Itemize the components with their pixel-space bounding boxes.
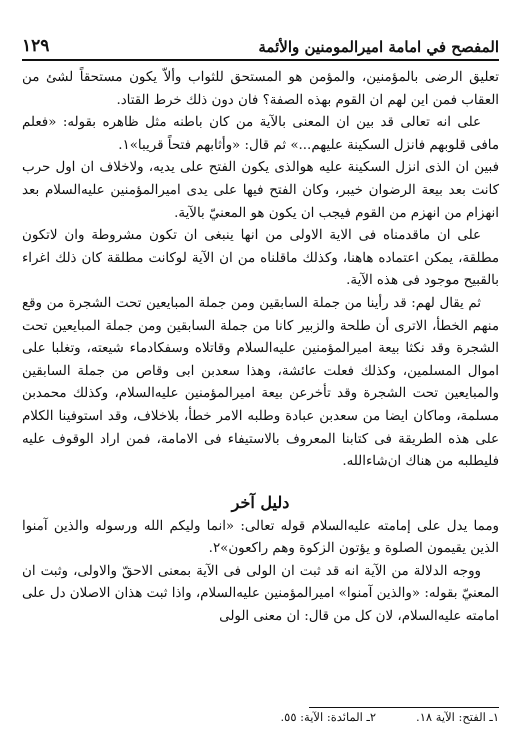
page-header bbox=[22, 30, 499, 56]
paragraph: فبين ان الذى انزل السكينة عليه هوالذى يكون الفتح على يديه، ولاخلاف ان اول حرب كانت بعد بيعة الرضوان خيبر، وكان الفتح فيها على يدى اميرالمؤمنين عليه‌السلام بعد انهزام من انهزم من القوم فيجب ان يكون هو المعنيّ بالآية. bbox=[22, 160, 499, 221]
paragraph: تعليق الرضى بالمؤمنين، والمؤمن هو المستحق للثواب وألاّ يكون مستحقاً لشئ من العقاب فمن اين لهم ان القوم بهذه الصفة؟ فان دون ذلك خرط القتاد. bbox=[22, 70, 499, 108]
running-title: المفصح في امامة اميرالمومنين والأئمة bbox=[258, 38, 499, 56]
footnotes bbox=[22, 710, 499, 724]
body-text bbox=[22, 67, 499, 629]
paragraph: ووجه الدلالة من الآية انه قد ثبت ان الولى فى الآية بمعنى الاحقّ والاولى، وثبت ان المعنيّ بقوله: «والذين آمنوا» اميرالمؤمنين عليه‌السلام، واذا ثبت هذان الاصلان دل على امامته عليه‌السلام، لان كل من قال: ان معنى الولى bbox=[22, 563, 499, 625]
paragraph: ثم يقال لهم: قد رأينا من جملة السابقين ومن جملة المبايعين تحت الشجرة من وقع منهم الخطأ، الاترى أن طلحة والزبير كانا من جملة السابقين ومن جملة المبايعين تحت الشجرة وقد نكثا بيعة اميرالمؤمنين عليه‌السلام وقاتلاه وسفكادماء شيعته، وتغلبا على اموال المسلمين، وكذلك فعلت عائشة، وهذا سعدبن ابى وقاص من جملة السابقين والمبايعين تحت الشجرة وقد تأخرعن بيعة اميرالمؤمنين عليه‌السلام، وكذلك محمدبن مسلمة، وماكان ايضا من سعدبن عبادة وطلبه الامر خطأ، بلاخلاف، وقد استوفينا الكلام على هذه الطريقة فى كتابنا المعروف بالاستيفاء فى الامامة، فمن اراد الوقوف عليه فليطلبه من هناك ان‌شاءالله. bbox=[22, 295, 499, 470]
paragraph: على انه تعالى قد بين ان المعنى بالآية من كان باطنه مثل ظاهره بقوله: «فعلم مافى قلوبهم فانزل السكينة عليهم...» ثم قال: «وأثابهم فتحاً قريبا»١. bbox=[22, 115, 499, 153]
footnote: ٢ـ المائدة: الآية: ٥٥. bbox=[280, 710, 377, 724]
footnote: ١ـ الفتح: الآية ١٨. bbox=[416, 710, 499, 724]
page-number: ١٢٩ bbox=[22, 36, 50, 56]
paragraph: ومما يدل على إمامته عليه‌السلام قوله تعالى: «انما وليكم الله ورسوله والذين آمنوا الذين يقيمون الصلوة و يؤتون الزكوة وهم راكعون»٢. bbox=[22, 518, 499, 557]
section-title: دليل آخر bbox=[231, 492, 290, 512]
header-rule bbox=[22, 59, 499, 61]
footnote-rule bbox=[309, 707, 499, 708]
paragraph: على ان ماقدمناه فى الاية الاولى من انها ينبغى ان تكون مشروطة وان لاتكون مطلقة، يمكن اعتماده هاهنا، وكذلك ماقلناه من ان الآية لوكانت مطلقة كان ذلك اغراء بالقبيح موجود فى هذه الآية. bbox=[22, 228, 499, 289]
